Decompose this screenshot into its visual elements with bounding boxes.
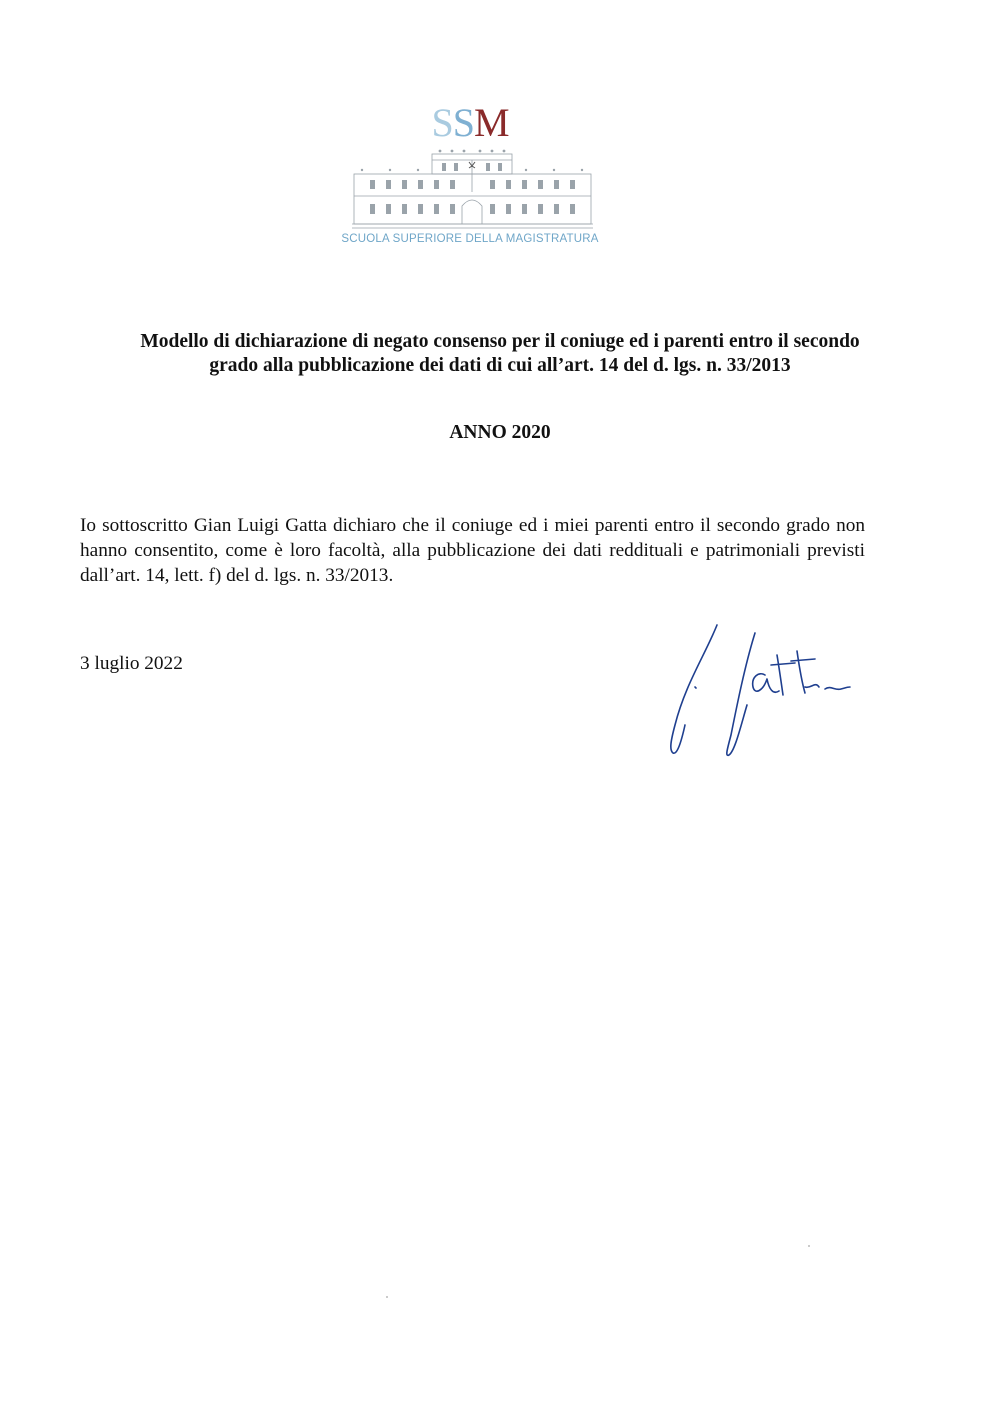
logo-letter-s2: S — [452, 100, 474, 145]
handwritten-signature — [655, 615, 855, 765]
logo-letters — [340, 98, 600, 148]
declaration-text: Io sottoscritto Gian Luigi Gatta dichiaro che il coniuge ed i miei parenti entro il secondo grado non hanno consentito, come è loro facoltà, alla pubblicazione dei dati reddituali e patrimoniali previsti dall’art. 14, lett. f) del d. lgs. n. 33/2013. — [80, 515, 865, 586]
ssm-logo — [340, 98, 600, 258]
building-illustration — [350, 146, 595, 232]
logo-subtitle: SCUOLA SUPERIORE DELLA MAGISTRATURA — [341, 233, 599, 245]
logo-letter-m: M — [473, 100, 509, 145]
title-line-1: Modello di dichiarazione di negato consenso per il coniuge ed i parenti entro il secondo — [140, 331, 860, 352]
scan-speck — [386, 1296, 388, 1298]
year-heading: ANNO 2020 — [449, 422, 551, 443]
document-date: 3 luglio 2022 — [80, 653, 183, 674]
scan-speck — [808, 1245, 810, 1247]
logo-letter-s1: S — [431, 100, 453, 145]
document-title — [60, 330, 940, 378]
title-line-2: grado alla pubblicazione dei dati di cui all’art. 14 del d. lgs. n. 33/2013 — [209, 355, 791, 376]
